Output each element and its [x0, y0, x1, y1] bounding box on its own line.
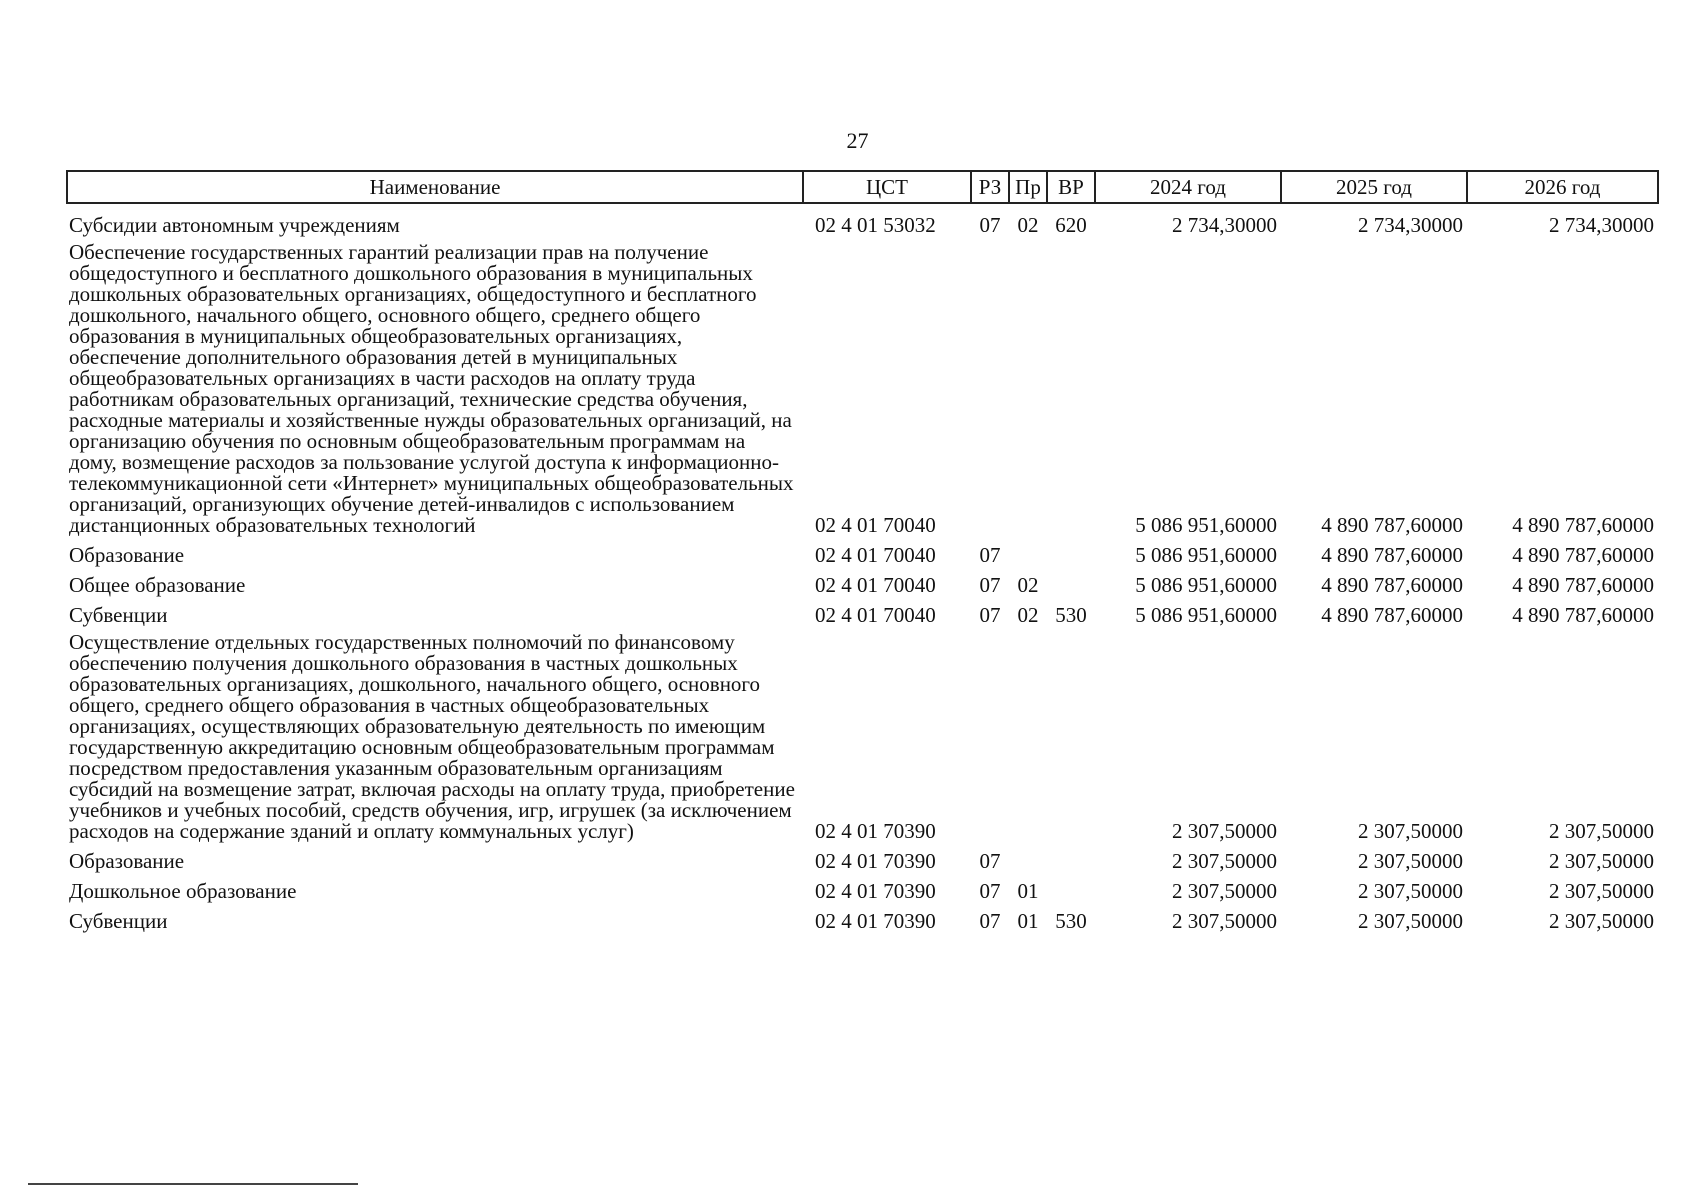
- row-2024: 2 307,50000: [1172, 819, 1277, 843]
- row-2025: 2 734,30000: [1358, 213, 1463, 237]
- row-pr: 02: [1017, 213, 1039, 237]
- row-rz: 07: [979, 543, 1001, 567]
- row-2026: 2 307,50000: [1549, 819, 1654, 843]
- row-cst: 02 4 01 70040: [815, 513, 936, 537]
- row-2024: 5 086 951,60000: [1135, 573, 1277, 597]
- header-vr: ВР: [1047, 171, 1095, 203]
- row-name: Дошкольное образование: [69, 879, 297, 903]
- row-pr: [1009, 536, 1047, 566]
- table-row: [67, 596, 1658, 626]
- row-name: Субсидии автономным учреждениям: [69, 213, 400, 237]
- row-cst: 02 4 01 70040: [815, 543, 936, 567]
- row-vr: [1047, 536, 1095, 566]
- table-row: [67, 566, 1658, 596]
- row-cst: 02 4 01 70040: [815, 573, 936, 597]
- row-2025: 4 890 787,60000: [1321, 603, 1463, 627]
- header-name: Наименование: [67, 171, 803, 203]
- row-pr: 02: [1017, 603, 1039, 627]
- row-vr: [1047, 236, 1095, 536]
- row-name: Осуществление отдельных государственных полномочий по финансовому обеспечению получения дошкольного образования в частных дошкольных образовательных организациях, дошкольного, начального общего, основного общего, среднего общего образования в частных общеобразовательных организациях, осуществляющих образовательную деятельность по имеющим государственную аккредитацию основным общеобразовательным программам посредством предоставления указанным образовательным организациям субсидий на возмещение затрат, включая расходы на оплату труда, приобретение учебников и учебных пособий, средств обучения, игр, игрушек (за исключением расходов на содержание зданий и оплату коммунальных услуг): [69, 630, 795, 843]
- row-2025: 2 307,50000: [1358, 879, 1463, 903]
- row-pr: [1009, 236, 1047, 536]
- table-row: [67, 626, 1658, 842]
- row-cst: 02 4 01 70390: [815, 849, 936, 873]
- row-pr: 02: [1017, 573, 1039, 597]
- table-row: [67, 872, 1658, 902]
- row-2025: 4 890 787,60000: [1321, 573, 1463, 597]
- row-pr: [1009, 842, 1047, 872]
- row-2024: 2 307,50000: [1172, 909, 1277, 933]
- row-2024: 5 086 951,60000: [1135, 603, 1277, 627]
- header-row: [67, 171, 1658, 203]
- table-row: [67, 536, 1658, 566]
- row-vr: 530: [1055, 909, 1087, 933]
- row-2024: 5 086 951,60000: [1135, 543, 1277, 567]
- row-name: Субвенции: [69, 603, 168, 627]
- row-vr: 530: [1055, 603, 1087, 627]
- row-2026: 4 890 787,60000: [1512, 543, 1654, 567]
- header-pr: Пр: [1009, 171, 1047, 203]
- row-rz: [971, 626, 1009, 842]
- row-vr: [1047, 842, 1095, 872]
- row-pr: [1009, 626, 1047, 842]
- table-row: [67, 203, 1658, 236]
- table-row: [67, 842, 1658, 872]
- row-2025: 4 890 787,60000: [1321, 513, 1463, 537]
- row-2024: 2 307,50000: [1172, 879, 1277, 903]
- header-2024: 2024 год: [1095, 171, 1281, 203]
- row-name: Общее образование: [69, 573, 246, 597]
- row-pr: 01: [1017, 879, 1039, 903]
- footer-rule: [28, 1183, 358, 1185]
- row-2025: 4 890 787,60000: [1321, 543, 1463, 567]
- row-cst: 02 4 01 70390: [815, 879, 936, 903]
- row-rz: 07: [979, 909, 1001, 933]
- row-vr: [1047, 566, 1095, 596]
- row-rz: 07: [979, 573, 1001, 597]
- row-rz: 07: [979, 603, 1001, 627]
- budget-table: [66, 170, 1659, 932]
- row-vr: 620: [1055, 213, 1087, 237]
- row-cst: 02 4 01 70390: [815, 819, 936, 843]
- row-cst: 02 4 01 53032: [815, 213, 936, 237]
- header-2025: 2025 год: [1281, 171, 1467, 203]
- row-2026: 2 734,30000: [1549, 213, 1654, 237]
- table-row: [67, 236, 1658, 536]
- row-2025: 2 307,50000: [1358, 909, 1463, 933]
- row-2026: 2 307,50000: [1549, 909, 1654, 933]
- row-2026: 2 307,50000: [1549, 849, 1654, 873]
- row-name: Субвенции: [69, 909, 168, 933]
- row-rz: 07: [979, 879, 1001, 903]
- row-pr: 01: [1017, 909, 1039, 933]
- row-2026: 4 890 787,60000: [1512, 573, 1654, 597]
- header-cst: ЦСТ: [803, 171, 971, 203]
- row-rz: 07: [979, 213, 1001, 237]
- row-cst: 02 4 01 70040: [815, 603, 936, 627]
- table-row: [67, 902, 1658, 932]
- row-2026: 2 307,50000: [1549, 879, 1654, 903]
- row-2024: 2 307,50000: [1172, 849, 1277, 873]
- row-2026: 4 890 787,60000: [1512, 513, 1654, 537]
- page-number: 27: [846, 128, 869, 153]
- row-vr: [1047, 626, 1095, 842]
- row-cst: 02 4 01 70390: [815, 909, 936, 933]
- row-2026: 4 890 787,60000: [1512, 603, 1654, 627]
- header-2026: 2026 год: [1467, 171, 1658, 203]
- row-2024: 5 086 951,60000: [1135, 513, 1277, 537]
- row-rz: 07: [979, 849, 1001, 873]
- row-2024: 2 734,30000: [1172, 213, 1277, 237]
- row-2025: 2 307,50000: [1358, 849, 1463, 873]
- row-name: Обеспечение государственных гарантий реализации прав на получение общедоступного и бесплатного дошкольного образования в муниципальных дошкольных образовательных организациях, общедоступного и бесплатного дошкольного, начального общего, основного общего, среднего общего образования в муниципальных общеобразовательных организациях, обеспечение дополнительного образования детей в муниципальных общеобразовательных организациях в части расходов на оплату труда работникам образовательных организаций, технические средства обучения, расходные материалы и хозяйственные нужды образовательных организаций, на организацию обучения по основным общеобразовательным программам на дому, возмещение расходов за пользование услугой доступа к информационно-телекоммуникационной сети «Интернет» муниципальных общеобразовательных организаций, организующих обучение детей-инвалидов с использованием дистанционных образовательных технологий: [69, 240, 794, 537]
- row-name: Образование: [69, 543, 185, 567]
- row-vr: [1047, 872, 1095, 902]
- row-name: Образование: [69, 849, 185, 873]
- header-rz: РЗ: [971, 171, 1009, 203]
- row-rz: [971, 236, 1009, 536]
- row-2025: 2 307,50000: [1358, 819, 1463, 843]
